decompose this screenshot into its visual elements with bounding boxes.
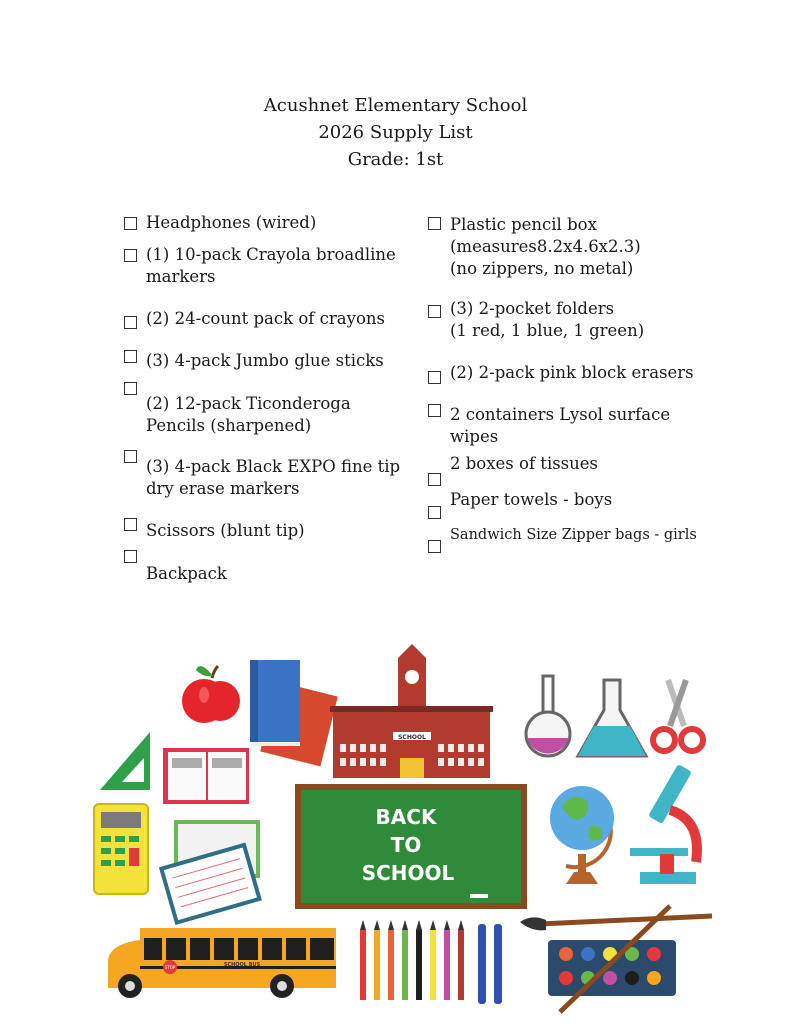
item-label: Plastic pencil box (measures8.2x4.6x2.3) (no zippers, no metal) [450,215,641,278]
item-label: (1) 10-pack Crayola broadline markers [146,245,396,286]
checkbox[interactable] [428,473,441,486]
item-label: Scissors (blunt tip) [146,521,305,540]
beaker-icon [578,680,646,756]
list-item [124,308,385,330]
back-to-school-illustration [0,640,791,1024]
checkbox[interactable] [428,540,441,553]
item-label: (3) 4-pack Jumbo glue sticks [146,351,384,370]
checkbox[interactable] [428,506,441,519]
chalkboard-line-2: TO [390,833,422,857]
item-label: (3) 4-pack Black EXPO fine tip dry erase markers [146,457,401,498]
checkbox[interactable] [428,217,441,230]
list-item [124,244,396,288]
list-item [124,518,305,542]
item-label: (2) 2-pack pink block erasers [450,363,694,382]
list-item [428,298,644,342]
item-label: (2) 24-count pack of crayons [146,309,385,328]
notebook-icon [159,820,262,925]
item-label: 2 containers Lysol surface wipes [450,405,671,446]
list-item [124,212,316,234]
checkbox[interactable] [428,305,441,318]
list-item [124,382,351,437]
list-item [428,524,697,553]
checkbox[interactable] [124,350,137,363]
checkbox[interactable] [124,518,137,531]
colored-pencils-icon [360,920,464,1000]
chalkboard-line-3: SCHOOL [361,861,455,885]
apple-icon [182,666,240,723]
stop-sign: STOP [164,965,176,970]
item-label: (2) 12-pack Ticonderoga Pencils (sharpened) [146,394,351,435]
school-sign: SCHOOL [398,734,426,741]
chalkboard-line-1: BACK [375,805,437,829]
grade-label: Grade: 1st [347,149,444,170]
set-square-icon [100,732,150,790]
books-icon [250,660,338,766]
checkbox[interactable] [124,316,137,329]
list-item [428,214,641,280]
checkbox[interactable] [124,450,137,463]
item-label: Sandwich Size Zipper bags - girls [450,527,697,543]
paint-set-icon [548,940,676,996]
list-item [428,404,670,448]
item-label: 2 boxes of tissues [450,454,599,473]
checkbox[interactable] [428,404,441,417]
list-item [428,453,598,486]
checkbox[interactable] [124,382,137,395]
globe-icon [550,786,614,884]
item-label: Headphones (wired) [146,213,317,232]
list-item [428,489,612,519]
school-name: Acushnet Elementary School [263,95,528,116]
calculator-icon [94,804,148,894]
list-item [124,450,400,500]
bus-sign: SCHOOL BUS [223,962,261,968]
open-book-icon [163,748,249,804]
list-title: 2026 Supply List [318,122,473,143]
item-label: Backpack [146,564,227,583]
checkbox[interactable] [124,550,137,563]
list-item [428,362,694,384]
item-label: Paper towels - boys [450,490,613,509]
school-building-icon [330,644,493,778]
checkbox[interactable] [124,217,137,230]
flask-icon [526,676,570,756]
checkbox[interactable] [124,249,137,262]
pens-icon [478,924,502,1004]
checkbox[interactable] [428,371,441,384]
chalkboard [295,784,527,909]
school-bus-icon [108,928,336,998]
microscope-icon [630,764,697,884]
item-label: (3) 2-pocket folders (1 red, 1 blue, 1 green) [450,299,645,340]
document-header [0,92,791,173]
scissors-icon [653,680,703,751]
list-item [124,550,227,585]
list-item [124,350,384,372]
